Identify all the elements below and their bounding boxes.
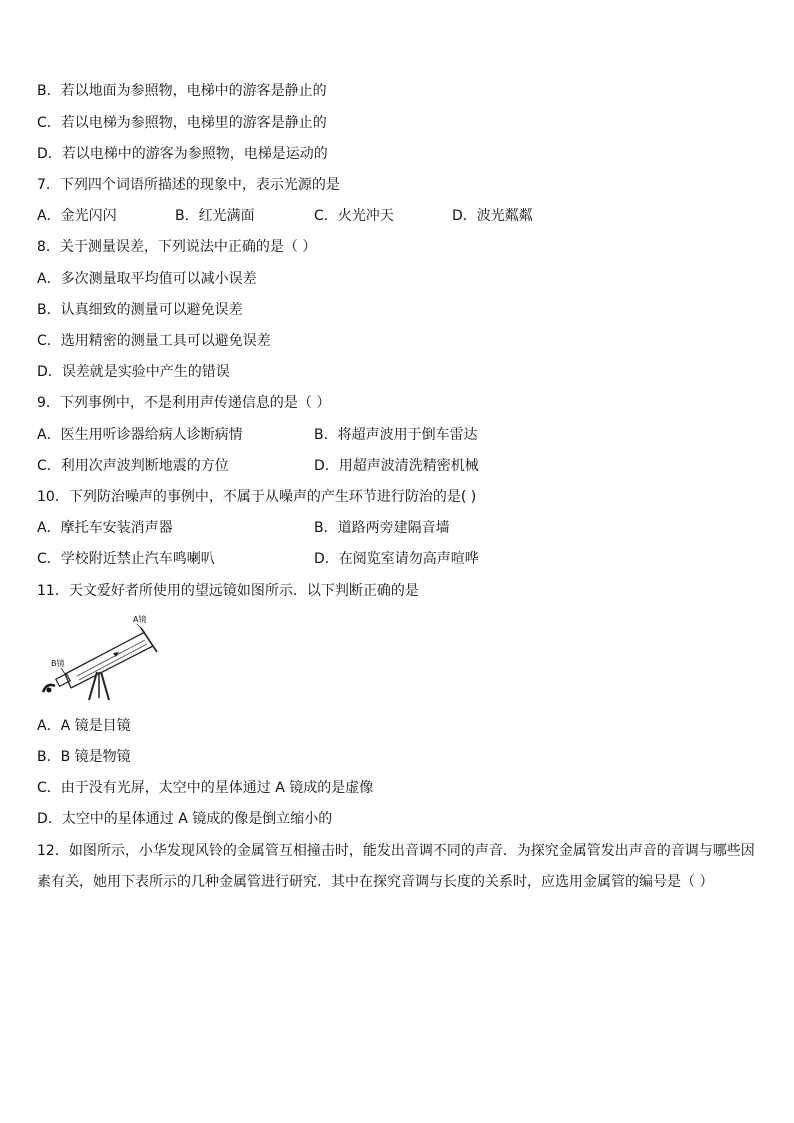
q9-option-d: D．用超声波清洗精密机械 bbox=[314, 458, 479, 474]
lens-label-a: A镜 bbox=[133, 615, 147, 624]
q10-option-a: A．摩托车安装消声器 bbox=[37, 520, 173, 536]
q11-option-b: B．B 镜是物镜 bbox=[37, 749, 131, 765]
telescope-figure bbox=[37, 612, 167, 704]
q8-option-d: D．误差就是实验中产生的错误 bbox=[37, 364, 230, 380]
q10-option-c: C．学校附近禁止汽车鸣喇叭 bbox=[37, 551, 215, 567]
q9-option-a: A．医生用听诊器给病人诊断病情 bbox=[37, 427, 243, 443]
eye-icon bbox=[43, 685, 55, 693]
telescope-tube bbox=[56, 628, 157, 688]
tripod bbox=[89, 672, 109, 700]
q7-option-a: A．金光闪闪 bbox=[37, 208, 117, 224]
q12-stem: 12．如图所示，小华发现风铃的金属管互相撞击时，能发出音调不同的声音．为探究金属管发出声音的音调与哪些因素有关，她用下表所示的几种金属管进行研究．其中在探究音调与长度的关系时，应选用金属管的编号是（ ） bbox=[37, 843, 755, 890]
q6-option-d: D．若以电梯中的游客为参照物，电梯是运动的 bbox=[37, 146, 328, 162]
q10-option-b: B．道路两旁建隔音墙 bbox=[314, 520, 450, 536]
q10-option-d: D．在阅览室请勿高声喧哗 bbox=[314, 551, 479, 567]
q11-option-a: A．A 镜是目镜 bbox=[37, 718, 131, 734]
q6-option-b: B．若以地面为参照物，电梯中的游客是静止的 bbox=[37, 83, 327, 99]
lens-label-b: B镜 bbox=[51, 659, 65, 668]
light-rays bbox=[77, 640, 147, 680]
q8-stem: 8．关于测量误差，下列说法中正确的是（ ） bbox=[37, 239, 317, 255]
q9-option-c: C．利用次声波判断地震的方位 bbox=[37, 458, 229, 474]
q11-stem: 11．天文爱好者所使用的望远镜如图所示．以下判断正确的是 bbox=[37, 583, 419, 599]
q8-option-c: C．选用精密的测量工具可以避免误差 bbox=[37, 333, 271, 349]
q10-stem: 10．下列防治噪声的事例中，不属于从噪声的产生环节进行防治的是( ) bbox=[37, 489, 477, 505]
q11-option-d: D．太空中的星体通过 A 镜成的像是倒立缩小的 bbox=[37, 811, 333, 827]
q7-stem: 7．下列四个词语所描述的现象中，表示光源的是 bbox=[37, 177, 340, 193]
q7-option-d: D．波光粼粼 bbox=[452, 208, 533, 224]
q9-option-b: B．将超声波用于倒车雷达 bbox=[314, 427, 478, 443]
q6-option-c: C．若以电梯为参照物，电梯里的游客是静止的 bbox=[37, 115, 327, 131]
q11-option-c: C．由于没有光屏，太空中的星体通过 A 镜成的是虚像 bbox=[37, 780, 374, 796]
q8-option-b: B．认真细致的测量可以避免误差 bbox=[37, 302, 243, 318]
q8-option-a: A．多次测量取平均值可以减小误差 bbox=[37, 271, 257, 287]
q9-stem: 9．下列事例中，不是利用声传递信息的是（ ） bbox=[37, 395, 331, 411]
q7-option-b: B．红光满面 bbox=[175, 208, 255, 224]
q7-option-c: C．火光冲天 bbox=[314, 208, 394, 224]
